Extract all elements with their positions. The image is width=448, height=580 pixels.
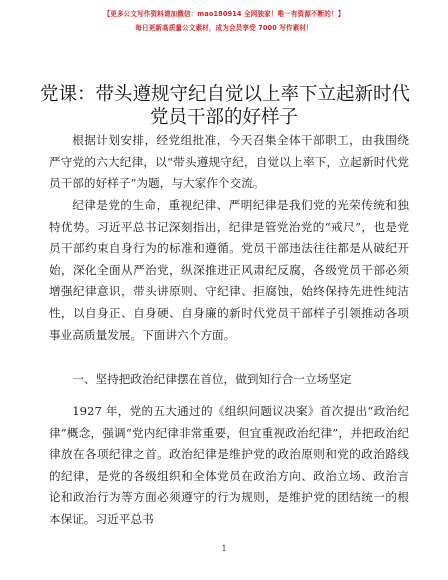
paragraph-political-discipline: 1927 年，党的五大通过的《组织问题议决案》首次提出“政治纪律”概念，强调“党内纪律非常重要，但宜重视政治纪律”，并把政治纪律放在各项纪律之首。政治纪律是维护党的政治原则和党的政治路线的纪律，是党的各级组织和全体党员在政治方向、政治立场、政治言论和政治行为等方面必须遵守的行为规则，是维护党的团结统一的根本保证。习近平总书	[49, 404, 409, 526]
promo-banner-line-1: 【更多公文写作资料请加微信：mao180914 全网独家！唯一有资源不断的！】	[103, 10, 345, 18]
promo-banner-line-2: 每日更新高质量公文素材，成为会员享受 7000 写作素材！	[135, 24, 313, 32]
paragraph-intro: 根据计划安排，经党组批准，今天召集全体干部职工，由我围绕严守党的六大纪律，以“带头遵规守纪，自觉以上率下，立起新时代党员干部的好样子”为题，与大家作个交流。	[49, 133, 409, 191]
section-heading-1: 一、坚持把政治纪律摆在首位，做到知行合一立场坚定	[72, 372, 352, 386]
document-title-line-2: 党员干部的好样子	[149, 107, 298, 128]
document-title-line-1: 党课：带头遵规守纪自觉以上率下立起新时代	[40, 84, 411, 105]
paragraph-discipline: 纪律是党的生命，重视纪律、严明纪律是我们党的光荣传统和独特优势。习近平总书记深刻指出，纪律是管党治党的“戒尺”，也是党员干部约束自身行为的标准和遵循。党员干部违法往往都是从破纪开始，深化全面从严治党，纵深推进正风肃纪反腐，各级党员干部必须增强纪律意识，带头讲原则、守纪律、拒腐蚀，始终保持先进性纯洁性，以自身正、自身硬、自身廉的新时代党员干部样子引领推动各项事业高质量发展。下面讲六个方面。	[49, 198, 409, 342]
page-number: 1	[221, 544, 227, 553]
